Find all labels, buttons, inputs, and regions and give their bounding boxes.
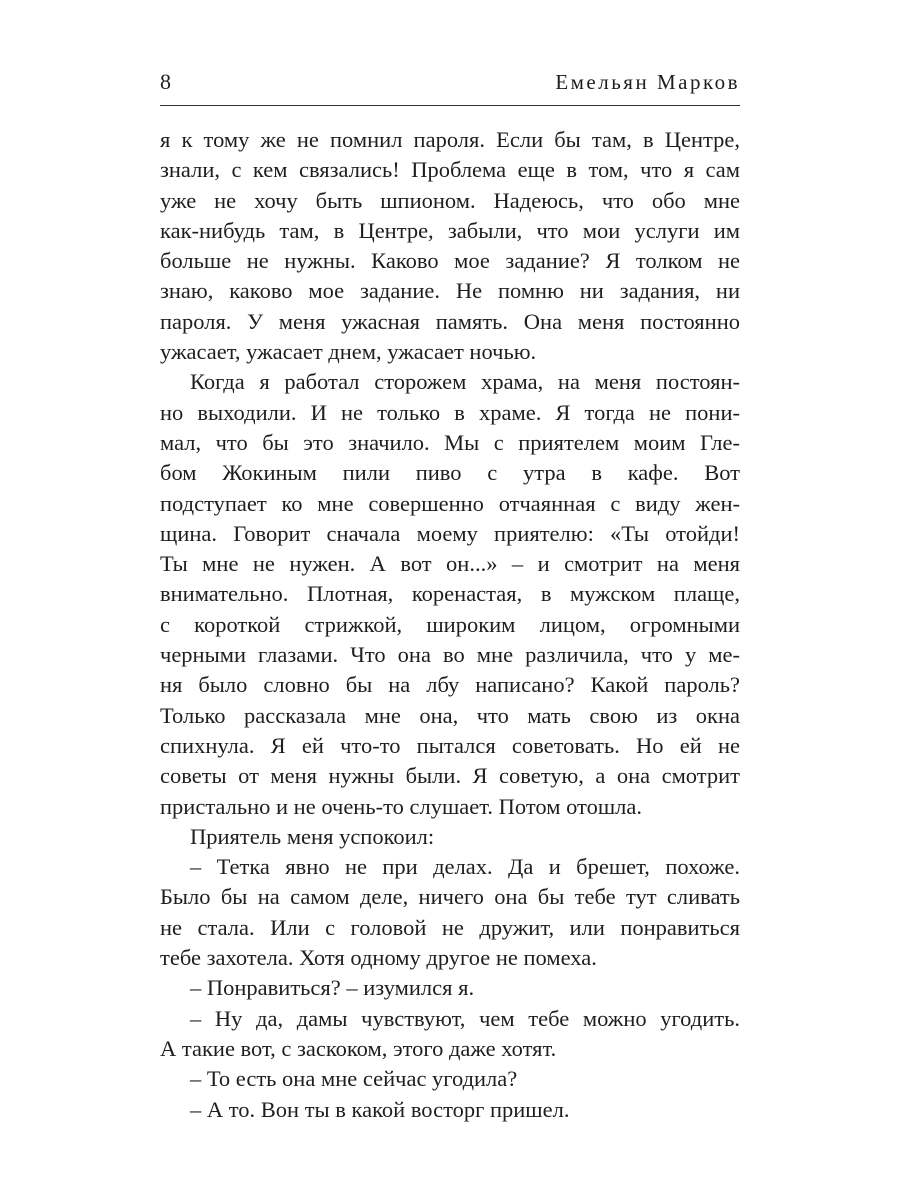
text-line: мал, что бы это значило. Мы с приятелем моим Гле- (160, 429, 740, 455)
text-line: ня было словно бы на лбу написано? Какой пароль? (160, 672, 740, 698)
text-line: – То есть она мне сейчас угодила? (190, 1066, 518, 1092)
text-line: Когда я работал сторожем храма, на меня постоян- (190, 369, 740, 395)
text-line: советы от меня нужны были. Я советую, а она смотрит (160, 763, 740, 789)
text-line: пароля. У меня ужасная память. Она меня постоянно (160, 308, 740, 334)
body-text (160, 125, 740, 1125)
text-line: черными глазами. Что она во мне различила, что у ме- (160, 642, 740, 668)
text-line: внимательно. Плотная, коренастая, в мужском плаще, (160, 581, 740, 607)
text-line: – Тетка явно не при делах. Да и брешет, похоже. (190, 854, 740, 880)
text-line: бом Жокиным пили пиво с утра в кафе. Вот (160, 460, 740, 486)
text-line: щина. Говорит сначала моему приятелю: «Ты отойди! (160, 520, 740, 546)
page-header (160, 68, 740, 98)
text-line: ужасает, ужасает днем, ужасает ночью. (160, 339, 537, 365)
text-line: Ты мне не нужен. А вот он...» – и смотрит на меня (160, 551, 740, 577)
text-line: спихнула. Я ей что-то пытался советовать. Но ей не (160, 732, 740, 758)
text-line: уже не хочу быть шпионом. Надеюсь, что обо мне (160, 187, 740, 213)
text-line: не стала. Или с головой не дружит, или понравиться (160, 914, 740, 940)
page-number: 8 (160, 69, 171, 94)
text-line: – А то. Вон ты в какой восторг пришел. (190, 1096, 570, 1122)
text-line: Приятель меня успокоил: (190, 823, 435, 849)
text-line: но выходили. И не только в храме. Я тогда не пони- (160, 399, 740, 425)
text-line: подступает ко мне совершенно отчаянная с виду жен- (160, 490, 740, 516)
text-line: Было бы на самом деле, ничего она бы тебе тут сливать (160, 884, 740, 910)
text-line: больше не нужны. Каково мое задание? Я толком не (160, 248, 740, 274)
text-line: тебе захотела. Хотя одному другое не помеха. (160, 945, 597, 971)
text-line: знали, с кем связались! Проблема еще в том, что я сам (160, 157, 740, 183)
running-head-author: Емельян Марков (555, 70, 740, 94)
text-line: с короткой стрижкой, широким лицом, огромными (160, 611, 740, 637)
header-rule (160, 105, 740, 106)
text-line: А такие вот, с заскоком, этого даже хотят. (160, 1035, 557, 1061)
text-line: Только рассказала мне она, что мать свою из окна (160, 702, 740, 728)
text-line: я к тому же не помнил пароля. Если бы там, в Центре, (160, 127, 740, 152)
text-line: пристально и не очень-то слушает. Потом отошла. (160, 793, 642, 819)
text-line: – Понравиться? – изумился я. (190, 975, 475, 1001)
text-line: – Ну да, дамы чувствуют, чем тебе можно угодить. (190, 1005, 740, 1031)
text-line: знаю, каково мое задание. Не помню ни задания, ни (160, 278, 740, 304)
text-line: как-нибудь там, в Центре, забыли, что мои услуги им (160, 217, 740, 243)
